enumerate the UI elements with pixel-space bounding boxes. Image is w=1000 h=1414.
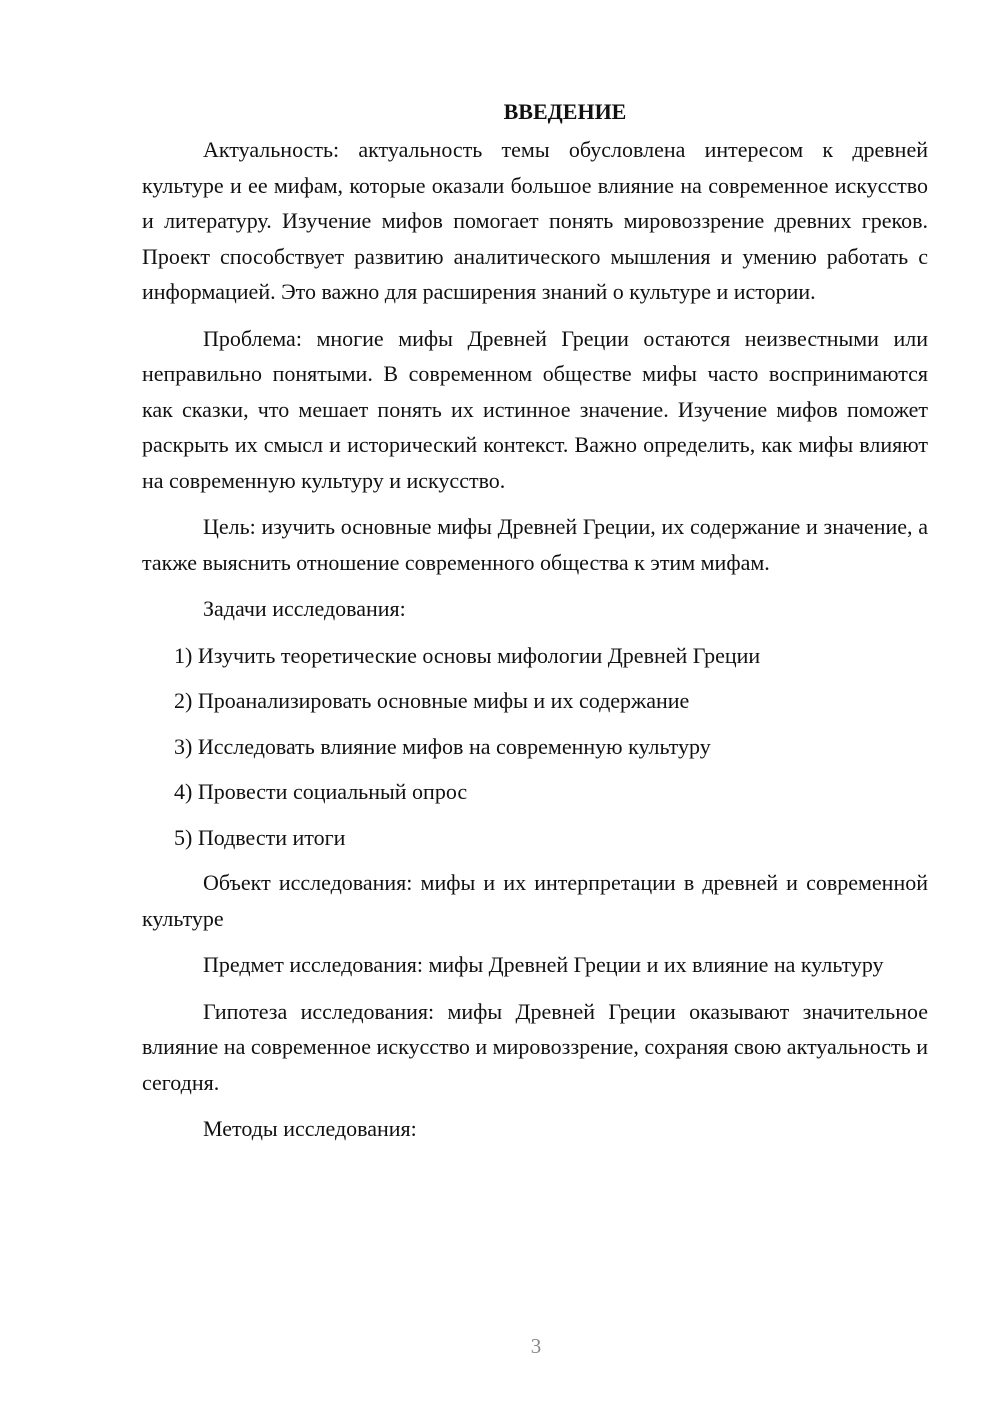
task-item-3: 3) Исследовать влияние мифов на современную культуру xyxy=(174,733,711,759)
tasks-heading: Задачи исследования: xyxy=(203,596,406,621)
task-item-1: 1) Изучить теоретические основы мифологии Древней Греции xyxy=(174,642,761,668)
object-paragraph: Объект исследования: мифы и их интерпретации в древней и современной культуре xyxy=(142,870,928,931)
hypothesis-paragraph: Гипотеза исследования: мифы Древней Греции оказывают значительное влияние на современное искусство и мировоззрение, сохраняя свою актуальность и сегодня. xyxy=(142,998,928,1095)
relevance-paragraph: Актуальность: актуальность темы обусловлена интересом к древней культуре и ее мифам, которые оказали большое влияние на современное искусство и литературу. Изучение мифов помогает понять мировоззрение древних греков. Проект способствует развитию аналитического мышления и умению работать с информацией. Это важно для расширения знаний о культуре и истории. xyxy=(142,137,928,304)
subject-paragraph: Предмет исследования: мифы Древней Греции и их влияние на культуру xyxy=(203,952,884,977)
task-item-4: 4) Провести социальный опрос xyxy=(174,779,468,804)
methods-heading: Методы исследования: xyxy=(203,1116,417,1141)
task-item-5: 5) Подвести итоги xyxy=(174,824,346,850)
page-content xyxy=(142,94,928,1147)
goal-paragraph: Цель: изучить основные мифы Древней Греции, их содержание и значение, а также выяснить отношение современного общества к этим мифам. xyxy=(142,514,928,575)
task-item-2: 2) Проанализировать основные мифы и их содержание xyxy=(174,688,690,713)
section-title: ВВЕДЕНИЕ xyxy=(503,99,627,124)
problem-paragraph: Проблема: многие мифы Древней Греции остаются неизвестными или неправильно понятыми. В современном обществе мифы часто воспринимаются как сказки, что мешает понять их истинное значение. Изучение мифов поможет раскрыть их смысл и исторический контекст. Важно определить, как мифы влияют на современную культуру и искусство. xyxy=(142,325,928,493)
page-number: 3 xyxy=(530,1334,542,1358)
